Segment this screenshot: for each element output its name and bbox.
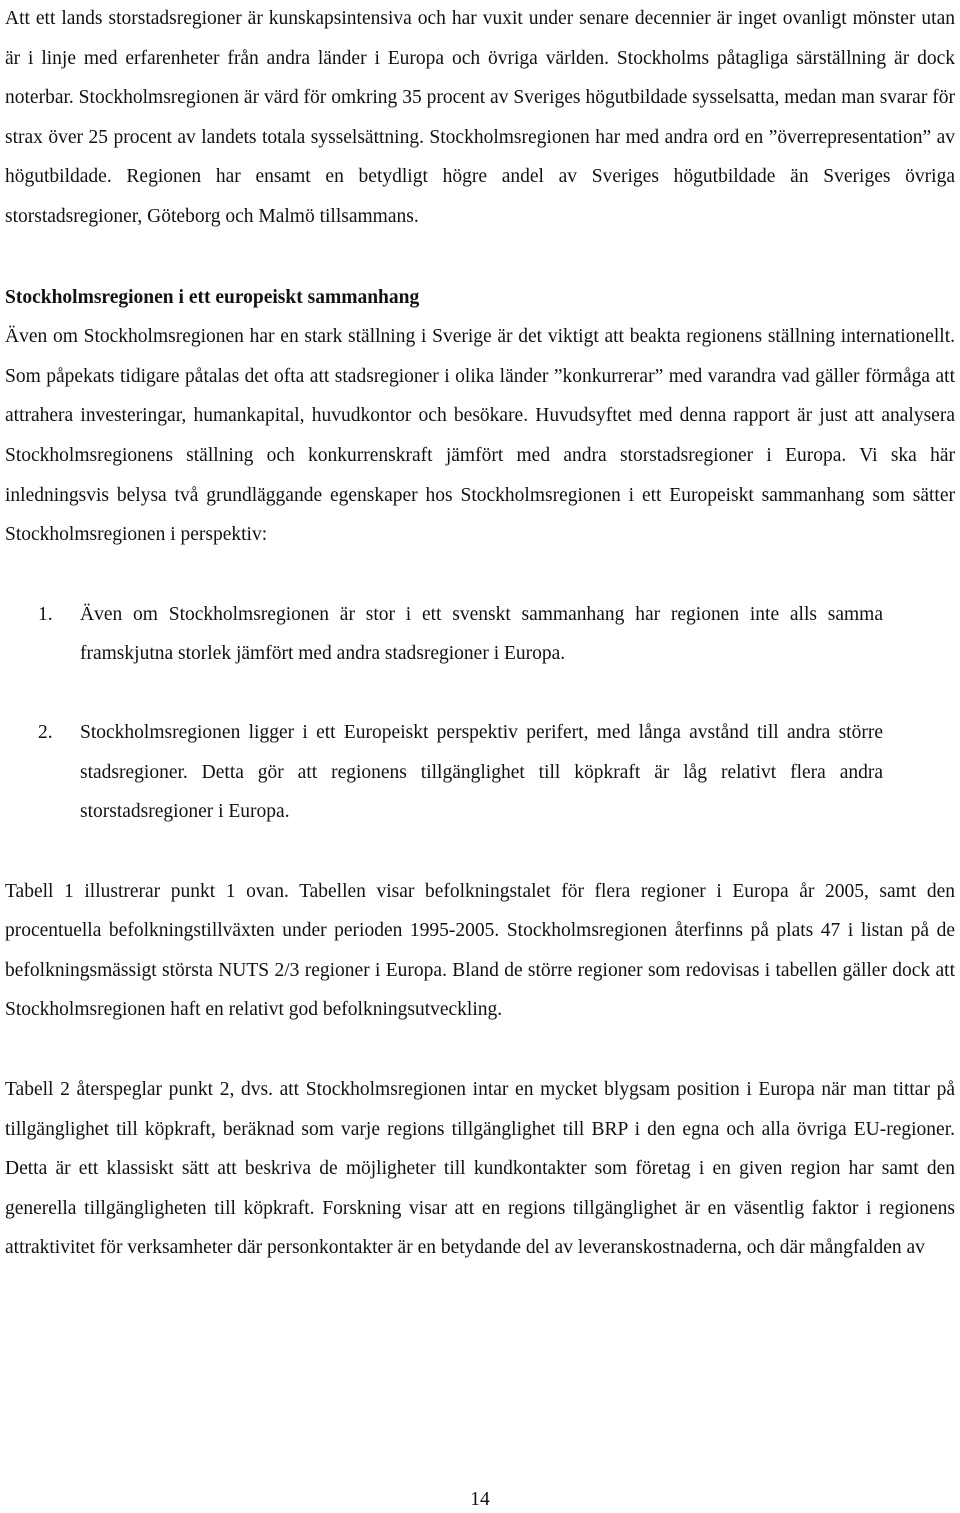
- list-item-text: Även om Stockholmsregionen är stor i ett svenskt sammanhang har regionen inte alls samma framskjutna storlek jämfört med andra stadsregioner i Europa.: [80, 603, 883, 665]
- section-heading: Stockholmsregionen i ett europeiskt sammanhang: [5, 286, 420, 308]
- list-item: [5, 595, 955, 674]
- document-page: [5, 0, 955, 1268]
- list-item-number: 1.: [38, 603, 53, 625]
- section-paragraph: Även om Stockholmsregionen har en stark ställning i Sverige är det viktigt att beakta regionens ställning internationellt. Som påpekats tidigare påtalas det ofta att stadsregioner i olika länder ”konkurrerar” med varandra vad gäller förmåga att attrahera investeringar, humankapital, huvudkontor och besökare. Huvudsyftet med denna rapport är just att analysera Stockholmsregionens ställning och konkurrenskraft jämfört med andra storstadsregioner i Europa. Vi ska här inledningsvis belysa två grundläggande egenskaper hos Stockholmsregionen i ett Europeiskt sammanhang som sätter Stockholmsregionen i perspektiv:: [5, 326, 955, 546]
- list-item-number: 2.: [38, 721, 53, 743]
- page-number: 14: [470, 1489, 490, 1510]
- intro-paragraph: Att ett lands storstadsregioner är kunskapsintensiva och har vuxit under senare decennier är inget ovanligt mönster utan är i linje med erfarenheter från andra länder i Europa och övriga världen. Stockholms påtagliga särställning är dock noterbar. Stockholmsregionen är värd för omkring 35 procent av Sveriges högutbildade sysselsatta, medan man svarar för strax över 25 procent av landets totala sysselsättning. Stockholmsregionen har med andra ord en ”överrepresentation” av högutbildade. Regionen har ensamt en betydligt högre andel av Sveriges högutbildade än Sveriges övriga storstadsregioner, Göteborg och Malmö tillsammans.: [5, 8, 955, 227]
- table2-paragraph: Tabell 2 återspeglar punkt 2, dvs. att Stockholmsregionen intar en mycket blygsam position i Europa när man tittar på tillgänglighet till köpkraft, beräknad som varje regions tillgänglighet till BRP i den egna och alla övriga EU-regioner. Detta är ett klassiskt sätt att beskriva de möjligheter till kundkontakter som företag i en given region har samt den generella tillgängligheten till köpkraft. Forskning visar att en regions tillgänglighet är en väsentlig faktor i regionens attraktivitet för verksamheter där personkontakter är en betydande del av leveranskostnaderna, och där mångfalden av: [5, 1079, 955, 1259]
- list-item: [5, 713, 955, 832]
- numbered-list: [5, 595, 955, 832]
- table1-paragraph: Tabell 1 illustrerar punkt 1 ovan. Tabellen visar befolkningstalet för flera regioner i Europa år 2005, samt den procentuella befolkningstillväxten under perioden 1995-2005. Stockholmsregionen återfinns på plats 47 i listan på de befolkningsmässigt största NUTS 2/3 regioner i Europa. Bland de större regioner som redovisas i tabellen gäller dock att Stockholmsregionen haft en relativt god befolkningsutveckling.: [5, 880, 955, 1021]
- list-item-text: Stockholmsregionen ligger i ett Europeiskt perspektiv perifert, med långa avstånd till andra större stadsregioner. Detta gör att regionens tillgänglighet till köpkraft är låg relativt flera andra storstadsregioner i Europa.: [80, 721, 883, 823]
